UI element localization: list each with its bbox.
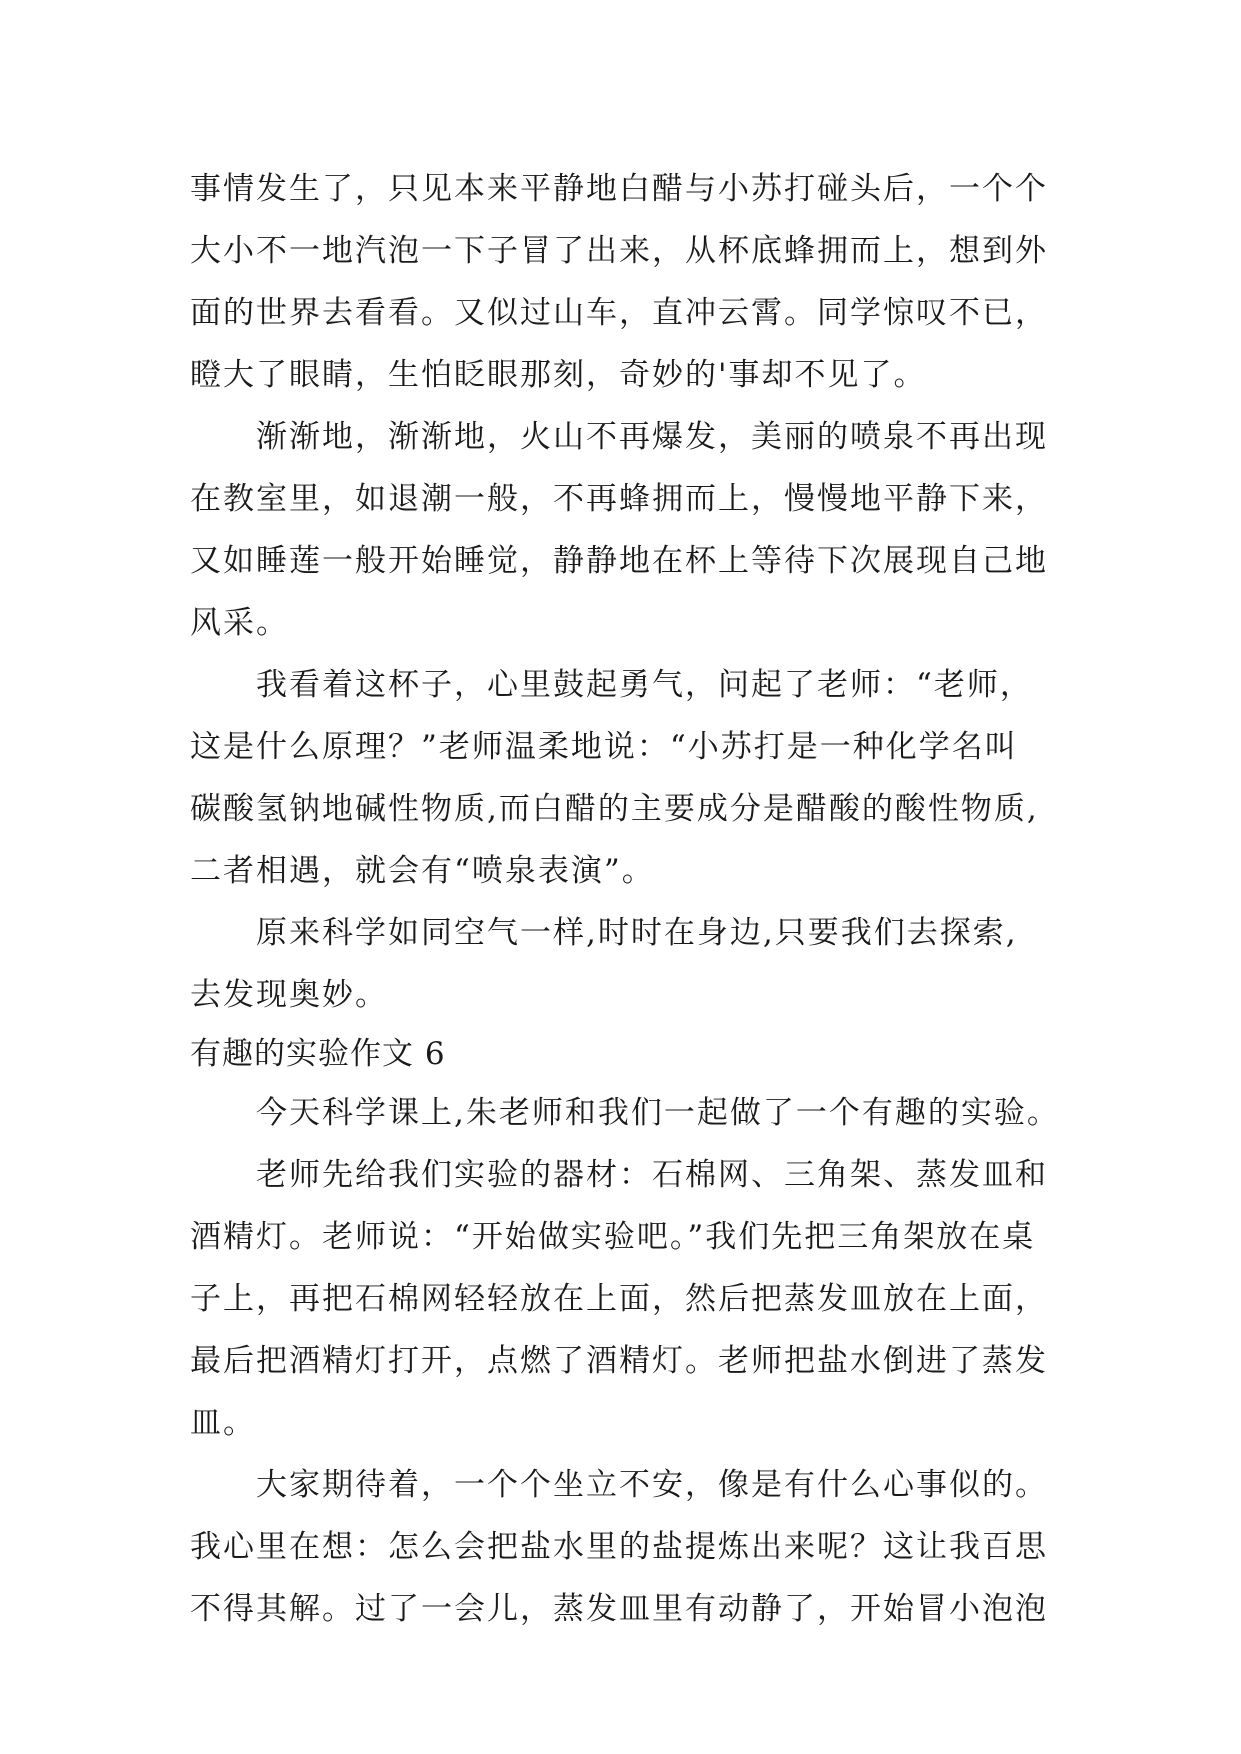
paragraph-line: 我心里在想：怎么会把盐水里的盐提炼出来呢？这让我百思	[190, 1529, 1048, 1565]
paragraph-line: 皿。	[190, 1405, 256, 1441]
section-heading: 有趣的实验作文 6	[190, 1036, 446, 1072]
paragraph-line: 去发现奥妙。	[190, 977, 388, 1013]
paragraph-line: 今天科学课上,朱老师和我们一起做了一个有趣的实验。	[256, 1095, 1060, 1131]
paragraph-line: 事情发生了，只见本来平静地白醋与小苏打碰头后，一个个	[190, 171, 1048, 207]
paragraph-line: 渐渐地，渐渐地，火山不再爆发，美丽的喷泉不再出现	[256, 419, 1048, 455]
paragraph-line: 碳酸氢钠地碱性物质,而白醋的主要成分是醋酸的酸性物质,	[190, 791, 1039, 827]
paragraph-line: 不得其解。过了一会儿，蒸发皿里有动静了，开始冒小泡泡	[190, 1591, 1048, 1627]
document-body	[190, 158, 1070, 1640]
paragraph-line: 瞪大了眼睛，生怕眨眼那刻，奇妙的'事却不见了。	[190, 357, 927, 393]
paragraph-line: 在教室里，如退潮一般，不再蜂拥而上，慢慢地平静下来，	[190, 481, 1048, 517]
paragraph-line: 原来科学如同空气一样,时时在身边,只要我们去探索,	[256, 915, 1018, 951]
paragraph-line: 子上，再把石棉网轻轻放在上面，然后把蒸发皿放在上面，	[190, 1281, 1048, 1317]
paragraph-line: 风采。	[190, 605, 289, 641]
paragraph-line: 又如睡莲一般开始睡觉，静静地在杯上等待下次展现自己地	[190, 543, 1048, 579]
paragraph-line: 酒精灯。老师说：“开始做实验吧。”我们先把三角架放在桌	[190, 1219, 1036, 1255]
paragraph-line: 大小不一地汽泡一下子冒了出来，从杯底蜂拥而上，想到外	[190, 233, 1048, 269]
paragraph-line: 我看着这杯子，心里鼓起勇气，问起了老师：“老师，	[256, 667, 1033, 703]
paragraph-line: 这是什么原理？”老师温柔地说：“小苏打是一种化学名叫	[190, 729, 1018, 765]
paragraph-line: 大家期待着，一个个坐立不安，像是有什么心事似的。	[256, 1467, 1048, 1503]
paragraph-line: 最后把酒精灯打开，点燃了酒精灯。老师把盐水倒进了蒸发	[190, 1343, 1048, 1379]
paragraph-line: 面的世界去看看。又似过山车，直冲云霄。同学惊叹不已，	[190, 295, 1048, 331]
paragraph-line: 老师先给我们实验的器材：石棉网、三角架、蒸发皿和	[256, 1157, 1048, 1193]
paragraph-line: 二者相遇，就会有“喷泉表演”。	[190, 853, 655, 889]
